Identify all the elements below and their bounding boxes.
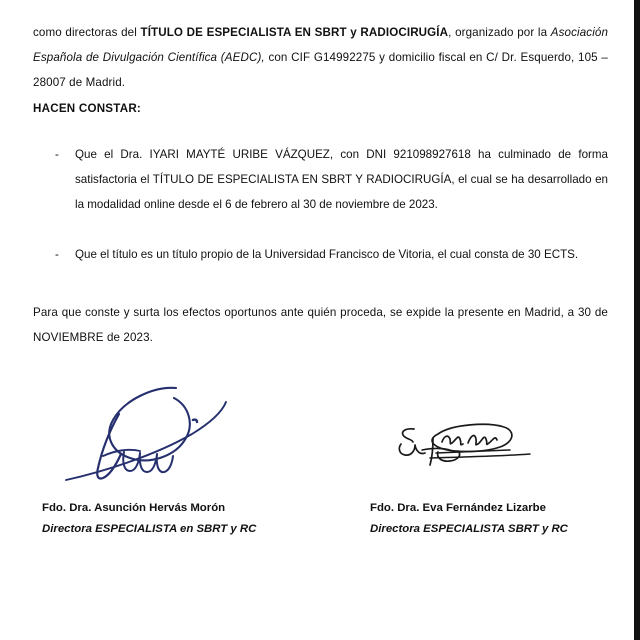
section-heading: HACEN CONSTAR: — [33, 102, 142, 115]
signature-block-right — [370, 498, 568, 540]
handwritten-signature-icon — [58, 372, 258, 487]
intro-programme-title: TÍTULO DE ESPECIALISTA EN SBRT y RADIOCIRUGÍA — [140, 25, 449, 39]
paragraph-intro — [33, 20, 608, 95]
page-edge-strip — [634, 0, 640, 640]
clause-text: Que el Dra. IYARI MAYTÉ URIBE VÁZQUEZ, con DNI 921098927618 ha culminado de forma satisfactoria el TÍTULO DE ESPECIALISTA EN SBRT Y RADIOCIRUGÍA, el cual se ha desarrollado en la modalidad online desde el 6 de febrero al 30 de noviembre de 2023. — [75, 148, 608, 211]
intro-segment-1: como directoras del — [33, 25, 141, 39]
signatory-role: Directora ESPECIALISTA en SBRT y RC — [42, 523, 257, 535]
signatory-role: Directora ESPECIALISTA SBRT y RC — [370, 523, 568, 535]
paragraph-closing: Para que conste y surta los efectos oportunos ante quién proceda, se expide la presente en Madrid, a 30 de NOVIEMBRE de 2023. — [33, 305, 608, 344]
clause-item — [55, 142, 608, 217]
signatory-name: Fdo. Dra. Asunción Hervás Morón — [42, 502, 226, 514]
signatory-name: Fdo. Dra. Eva Fernández Lizarbe — [370, 502, 546, 514]
intro-segment-3: , organizado por la — [448, 25, 551, 39]
intro-organisation-name: Asociación Española de Divulgación Científica (AEDC), — [33, 25, 609, 64]
clause-text: Que el título es un título propio de la Universidad Francisco de Vitoria, el cual consta de 30 ECTS. — [75, 248, 579, 261]
clause-bullet-icon: - — [55, 248, 59, 261]
handwritten-signature-icon — [392, 412, 572, 474]
clause-bullet-icon: - — [55, 148, 59, 161]
clause-item — [55, 242, 608, 267]
intro-segment-5: con CIF G14992275 y domicilio fiscal en C/ Dr. Esquerdo, 105 – 28007 de Madrid. — [33, 50, 608, 89]
signature-block-left — [42, 498, 256, 540]
